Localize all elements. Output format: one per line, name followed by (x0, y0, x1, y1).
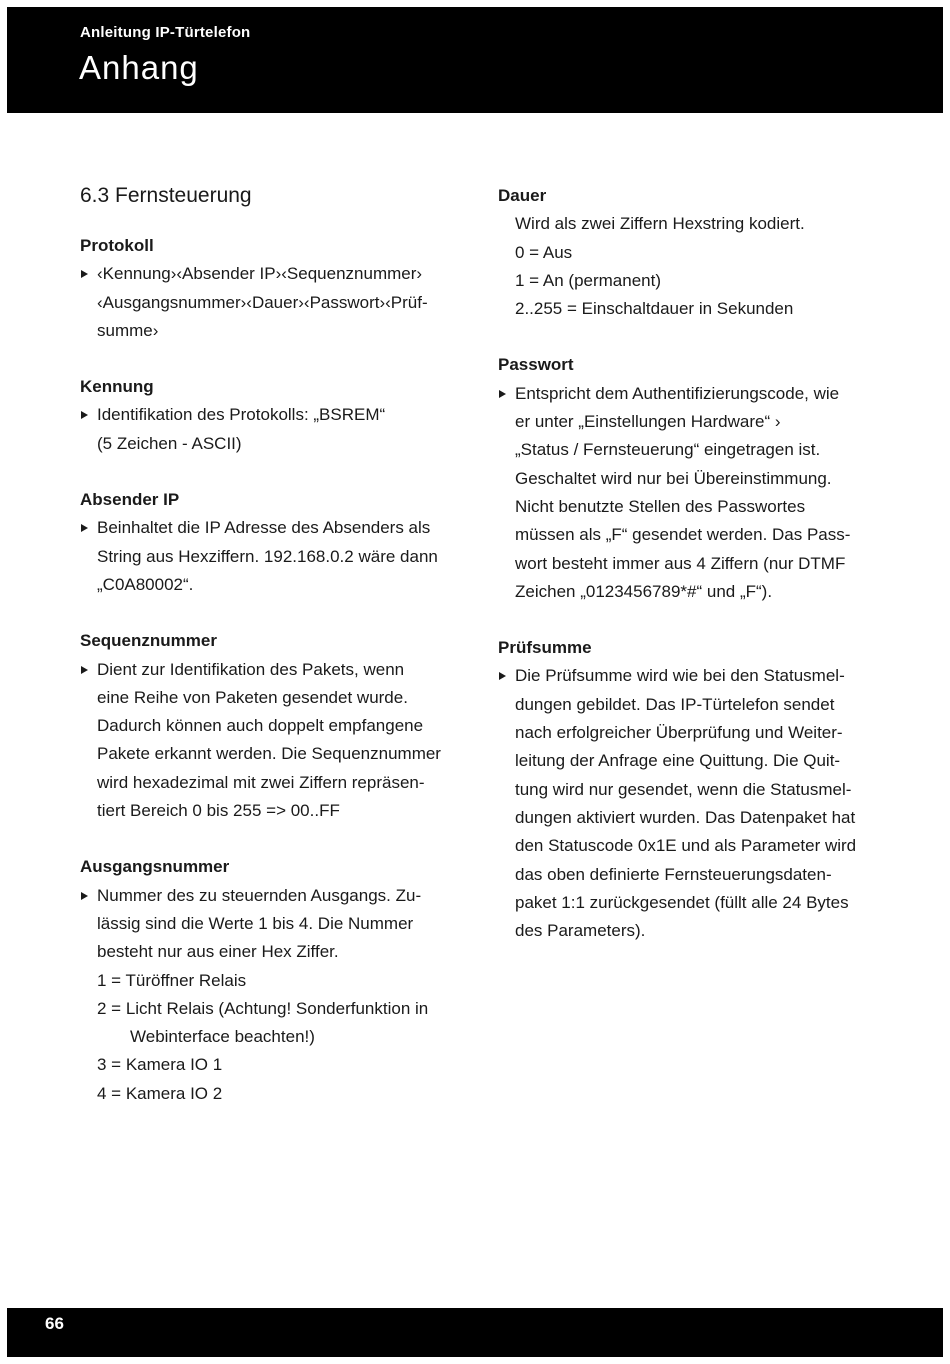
text-line: Dadurch können auch doppelt empfangene (97, 716, 424, 736)
kennung-text (80, 401, 480, 458)
pruefsumme-section (498, 634, 898, 945)
page-header (7, 7, 943, 113)
text-line: Geschaltet wird nur bei Übereinstimmung. (515, 468, 832, 488)
text-line: nach erfolgreicher Überprüfung und Weiter- (515, 723, 843, 743)
text-line: Beinhaltet die IP Adresse des Absenders als (97, 518, 431, 538)
sequenz-section (80, 627, 480, 825)
right-column (498, 182, 898, 973)
text-line: tung wird nur gesendet, wenn die Statusmel- (515, 779, 852, 799)
pruefsumme-heading: Prüfsumme (498, 638, 592, 658)
list-item: 2 = Licht Relais (Achtung! Sonderfunktion in (97, 998, 429, 1018)
absender-text (80, 514, 480, 599)
text-line: wird hexadezimal mit zwei Ziffern repräsen- (97, 772, 425, 792)
text-line: des Parameters). (515, 921, 646, 941)
left-column (80, 182, 480, 1136)
text-line: „C0A80002“. (97, 574, 194, 594)
protokoll-heading: Protokoll (80, 236, 154, 255)
dauer-text (498, 210, 898, 323)
list-item: 1 = Türöffner Relais (97, 970, 247, 990)
absender-section (80, 486, 480, 599)
passwort-section (498, 351, 898, 606)
pruefsumme-text (498, 662, 898, 945)
ausgang-list (80, 967, 480, 1108)
text-line: besteht nur aus einer Hex Ziffer. (97, 942, 339, 962)
text-line: 1 = An (permanent) (515, 270, 662, 290)
text-line: Dient zur Identifikation des Pakets, wenn (97, 659, 405, 679)
sequenz-heading: Sequenznummer (80, 631, 217, 651)
page-footer (7, 1308, 943, 1357)
text-line: dungen gebildet. Das IP-Türtelefon sendet (515, 694, 835, 714)
text-line: Die Prüfsumme wird wie bei den Statusmel- (515, 666, 845, 686)
text-line: eine Reihe von Paketen gesendet wurde. (97, 687, 408, 707)
text-line: summe› (97, 320, 159, 340)
header-title: Anhang (79, 49, 199, 86)
dauer-section (498, 182, 898, 323)
text-line: (5 Zeichen - ASCII) (97, 433, 242, 453)
protokoll-text (80, 260, 480, 345)
text-line: müssen als „F“ gesendet werden. Das Pass- (515, 525, 851, 545)
text-line: Nummer des zu steuernden Ausgangs. Zu- (97, 885, 422, 905)
sequenz-text (80, 656, 480, 826)
absender-heading: Absender IP (80, 490, 180, 510)
text-line: Nicht benutzte Stellen des Passwortes (515, 496, 806, 516)
text-line: 2..255 = Einschaltdauer in Sekunden (515, 299, 794, 319)
passwort-heading: Passwort (498, 355, 574, 375)
text-line: das oben definierte Fernsteuerungsdaten- (515, 864, 832, 884)
text-line: 0 = Aus (515, 242, 573, 262)
list-item-continuation: Webinterface beachten!) (130, 1027, 315, 1047)
ausgang-section (80, 853, 480, 1108)
text-line: Identifikation des Protokolls: „BSREM“ (97, 405, 386, 425)
text-line: er unter „Einstellungen Hardware“ › (515, 412, 781, 432)
passwort-text (498, 380, 898, 606)
text-line: String aus Hexziffern. 192.168.0.2 wäre dann (97, 546, 438, 566)
page-number: 66 (45, 1314, 64, 1333)
dauer-heading: Dauer (498, 186, 547, 205)
text-line: paket 1:1 zurückgesendet (füllt alle 24 Bytes (515, 892, 849, 912)
text-line: dungen aktiviert wurden. Das Datenpaket hat (515, 807, 856, 827)
text-line: leitung der Anfrage eine Quittung. Die Quit- (515, 751, 841, 771)
text-line: den Statuscode 0x1E und als Parameter wird (515, 836, 857, 856)
text-line: Zeichen „0123456789*#“ und „F“). (515, 581, 773, 601)
list-item: 3 = Kamera IO 1 (97, 1055, 223, 1075)
ausgang-text (80, 882, 480, 967)
text-line: Pakete erkannt werden. Die Sequenznummer (97, 744, 441, 764)
text-line: tiert Bereich 0 bis 255 => 00..FF (97, 801, 340, 821)
list-item: 4 = Kamera IO 2 (97, 1083, 223, 1103)
text-line: Entspricht dem Authentifizierungscode, wie (515, 383, 840, 403)
text-line: Wird als zwei Ziffern Hexstring kodiert. (515, 214, 805, 234)
text-line: ‹Kennung›‹Absender IP›‹Sequenznummer› (97, 264, 423, 284)
text-line: „Status / Fernsteuerung“ eingetragen ist. (515, 440, 821, 460)
kennung-heading: Kennung (80, 377, 154, 397)
text-line: lässig sind die Werte 1 bis 4. Die Nummer (97, 913, 414, 933)
kennung-section (80, 373, 480, 458)
text-line: wort besteht immer aus 4 Ziffern (nur DTMF (515, 553, 846, 573)
header-subtitle: Anleitung IP-Türtelefon (80, 24, 251, 41)
text-line: ‹Ausgangsnummer›‹Dauer›‹Passwort›‹Prüf- (97, 292, 428, 312)
ausgang-heading: Ausgangsnummer (80, 857, 230, 877)
section-title: 6.3 Fernsteuerung (80, 184, 252, 207)
protokoll-section (80, 232, 480, 345)
